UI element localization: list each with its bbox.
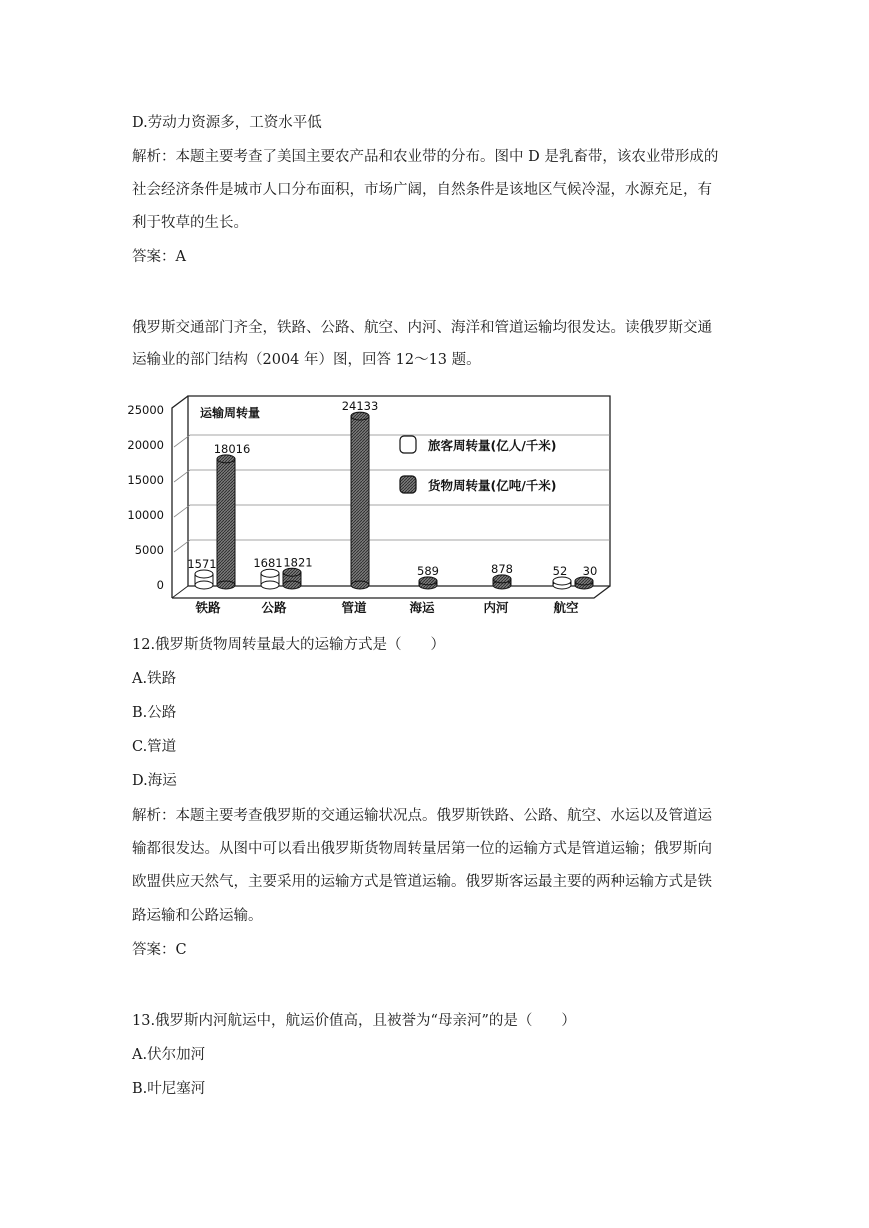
data-label-passenger: 52 [552,564,568,578]
q13-option-a: A.伏尔加河 [132,1047,206,1063]
q12-option-a: A.铁路 [132,671,177,687]
y-tick-label: 25000 [128,403,164,417]
grid-line [174,540,610,552]
intro-line: 运输业的部门结构（2004 年）图，回答 12～13 题。 [132,352,481,368]
transport-chart [128,388,623,620]
grid-line [174,505,610,517]
x-category-label: 航空 [553,600,579,615]
data-label-freight: 1821 [283,555,313,570]
bar-freight [283,568,301,589]
q12-analysis-line: 路运输和公路运输。 [132,908,263,924]
bar-passenger [261,569,279,589]
chart-floor-corner [172,586,188,598]
x-axis-categories [194,600,579,615]
bar-freight [217,455,235,589]
y-tick-label: 5000 [134,543,164,557]
legend-swatch-passenger [400,436,416,453]
bar-freight [419,577,437,589]
chart-title: 运输周转量 [200,406,261,420]
chart-svg [128,388,623,620]
legend-swatch-freight [400,476,416,493]
q12-option-c: C.管道 [132,739,177,755]
data-label-freight: 878 [491,561,513,576]
q12-answer: 答案：C [132,942,187,958]
intro-line: 俄罗斯交通部门齐全，铁路、公路、航空、内河、海洋和管道运输均很发达。读俄罗斯交通 [132,320,712,336]
data-label-passenger: 1571 [187,557,217,572]
q12-stem: 12.俄罗斯货物周转量最大的运输方式是（ ） [132,637,446,653]
bar-freight [493,575,511,589]
q12-analysis-line: 欧盟供应天然气，主要采用的运输方式是管道运输。俄罗斯客运最主要的两种运输方式是铁 [132,874,712,890]
chart-side-edge [172,396,188,598]
x-category-label: 管道 [341,600,367,615]
x-category-label: 海运 [409,600,435,615]
chart-bars [187,399,597,589]
q12-analysis-line: 解析：本题主要考查俄罗斯的交通运输状况点。俄罗斯铁路、公路、航空、水运以及管道运 [132,808,712,824]
prev-option-d: D.劳动力资源多，工资水平低 [132,115,322,131]
y-tick-label: 15000 [128,473,164,487]
q13-option-b: B.叶尼塞河 [132,1081,206,1097]
y-tick-label: 20000 [128,438,164,452]
data-label-passenger: 1681 [253,556,283,571]
data-label-freight: 30 [582,564,598,578]
x-category-label: 公路 [261,600,287,615]
prev-analysis-line: 利于牧草的生长。 [132,215,248,231]
chart-legend [400,436,557,493]
prev-answer: 答案：A [132,249,186,265]
x-category-label: 铁路 [195,600,221,615]
y-axis-ticks [128,403,164,592]
q12-option-d: D.海运 [132,773,177,789]
q12-option-b: B.公路 [132,705,177,721]
prev-analysis-line: 解析：本题主要考查了美国主要农产品和农业带的分布。图中 D 是乳畜带，该农业带形成的 [132,149,719,165]
bar-freight [351,412,369,589]
bar-passenger [195,570,213,589]
bar-freight [575,577,593,589]
chart-frame [172,396,610,598]
legend-label-freight: 货物周转量(亿吨/千米) [428,478,557,493]
prev-analysis-line: 社会经济条件是城市人口分布面积，市场广阔，自然条件是该地区气候冷湿，水源充足，有 [132,182,712,198]
data-label-freight: 18016 [213,441,251,456]
q13-stem: 13.俄罗斯内河航运中，航运价值高，且被誉为“母亲河”的是（ ） [132,1013,576,1029]
bar-passenger [553,577,571,589]
chart-floor-edge [172,586,610,598]
q12-analysis-line: 输都很发达。从图中可以看出俄罗斯货物周转量居第一位的运输方式是管道运输；俄罗斯向 [132,841,712,857]
y-tick-label: 0 [156,578,164,592]
x-category-label: 内河 [483,600,509,615]
y-tick-label: 10000 [128,508,164,522]
legend-label-passenger: 旅客周转量(亿人/千米) [428,438,557,453]
data-label-freight: 589 [417,563,439,578]
data-label-freight: 24133 [341,399,379,414]
